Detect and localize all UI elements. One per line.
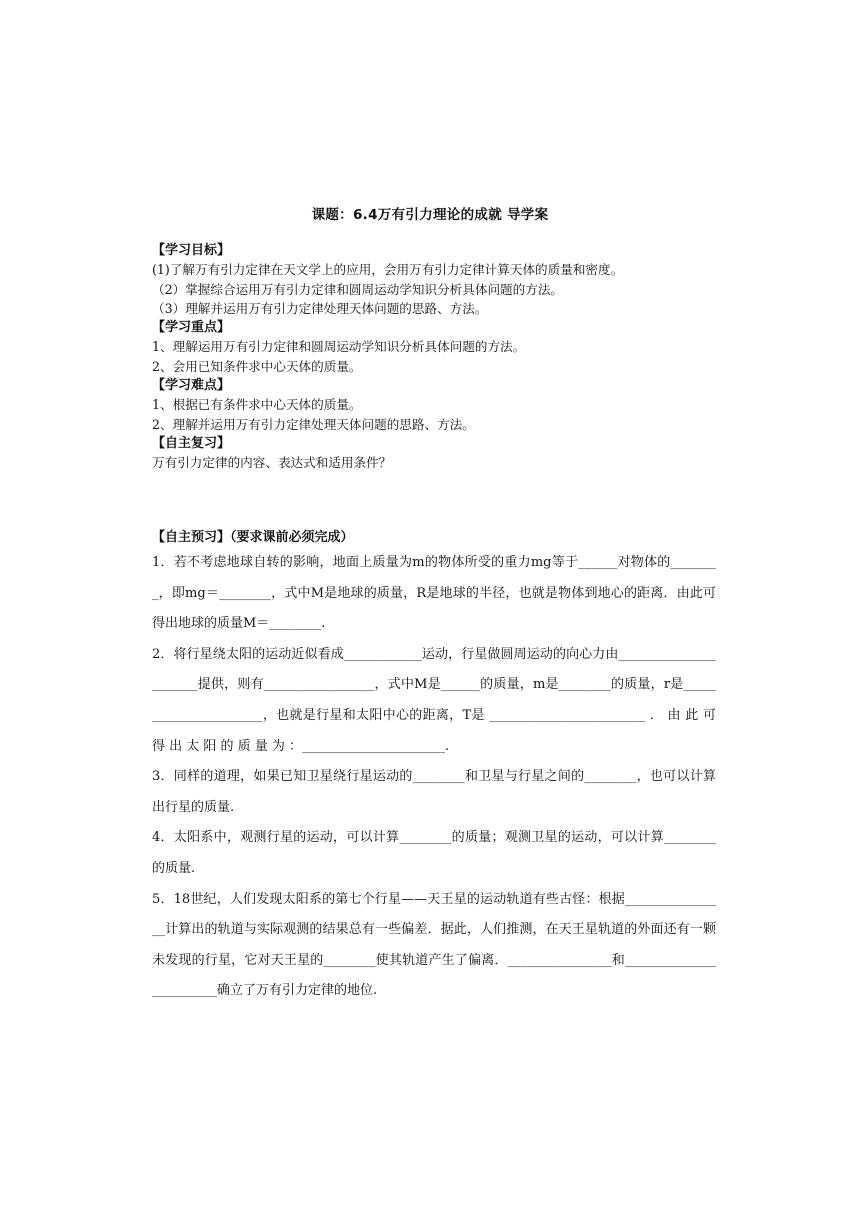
objectives-heading: 【学习目标】 xyxy=(152,243,231,258)
document-title: 课题：6.4万有引力理论的成就 导学案 xyxy=(311,207,549,223)
objective-item: （2）掌握综合运用万有引力定律和圆周运动学知识分析具体问题的方法。 xyxy=(152,281,564,297)
keypoints-heading: 【学习重点】 xyxy=(152,320,231,336)
question-item: 3．同样的道理，如果已知卫星绕行星运动的________和卫星与行星之间的________，也可以计算出行星的质量. xyxy=(152,769,716,815)
question-item: 5．18世纪，人们发现太阳系的第七个行星——天王星的运动轨道有些古怪：根据________________计算出的轨道与实际观测的结果总有一些偏差．据此，人们推测，在天王星轨道的外面还有一颗未发现的行星，它对天王星的________使其轨道产生了偏离．________________和________________________确立了万有引力定律的地位. xyxy=(152,891,716,999)
question-item: 4．太阳系中，观测行星的运动，可以计算________的质量；观测卫星的运动，可以计算________的质量. xyxy=(152,830,716,876)
question-item: 2．将行星绕太阳的运动近似看成____________运动，行星做圆周运动的向心力由______________________提供，则有_________________，式中M是______的质量，m是________的质量，r是______________________，也就是行星和太阳中心的距离，T是 ________________________ ． 由 此 可 得 出 太 阳 的 质 量 为 ：______________________. xyxy=(152,646,716,754)
objective-item: （3）理解并运用万有引力定律处理天体问题的思路、方法。 xyxy=(152,300,488,316)
preview-questions xyxy=(152,548,716,1007)
question-item: 1．若不考虑地球自转的影响，地面上质量为m的物体所受的重力mg等于______对物体的________，即mg＝________，式中M是地球的质量，R是地球的半径，也就是物体到地心的距离．由此可得出地球的质量M＝________. xyxy=(152,555,716,632)
objective-item: (1)了解万有引力定律在天文学上的应用，会用万有引力定律计算天体的质量和密度。 xyxy=(152,262,624,278)
keypoint-item: 1、理解运用万有引力定律和圆周运动学知识分析具体问题的方法。 xyxy=(152,339,526,355)
review-question: 万有引力定律的内容、表达式和适用条件？ xyxy=(152,455,392,471)
difficulty-item: 1、根据已有条件求中心天体的质量。 xyxy=(152,397,362,413)
difficulties-heading: 【学习难点】 xyxy=(152,378,231,394)
difficulty-item: 2、理解并运用万有引力定律处理天体问题的思路、方法。 xyxy=(152,416,475,432)
keypoint-item: 2、会用已知条件求中心天体的质量。 xyxy=(152,358,362,374)
review-heading: 【自主复习】 xyxy=(152,435,231,451)
intro-sections xyxy=(152,241,732,473)
preview-heading: 【自主预习】（要求课前必须完成） xyxy=(152,530,354,545)
